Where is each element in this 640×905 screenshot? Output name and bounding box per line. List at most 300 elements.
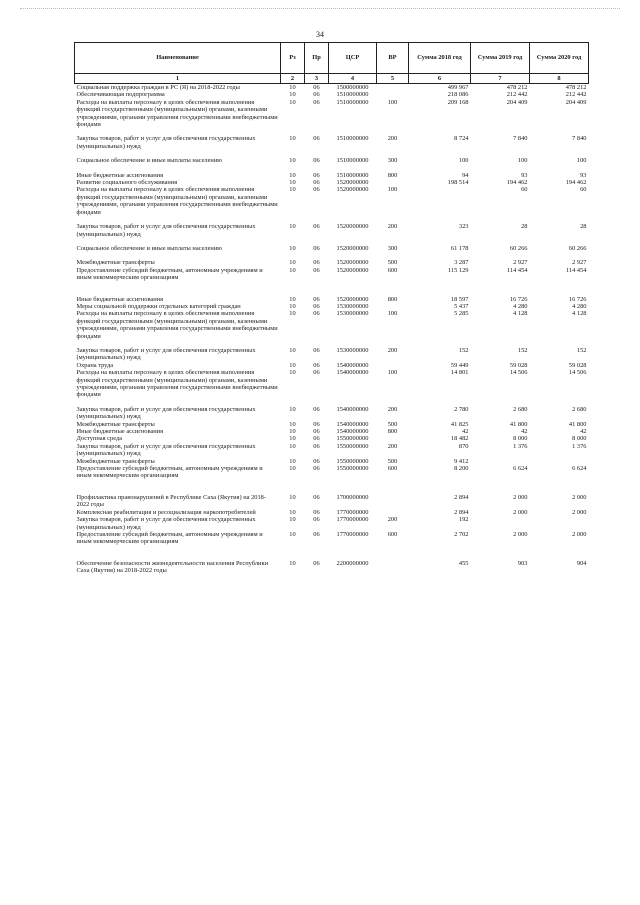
row-spacer <box>75 128 589 135</box>
row-rz: 10 <box>289 420 296 428</box>
row-sum-2018: 192 <box>458 516 469 524</box>
row-pr: 06 <box>313 310 320 318</box>
row-rz: 10 <box>289 266 296 274</box>
row-sum-2019: 204 409 <box>506 98 528 106</box>
column-number: 2 <box>281 74 305 84</box>
table-row <box>75 179 589 186</box>
row-csr: 1540000000 <box>336 369 369 377</box>
row-name: Расходы на выплаты персоналу в целях обеспечения выполнения функций государственными (муниципальными) органами, казенными учреждениями, органами управления государственными внебюджетными фондами <box>76 186 278 216</box>
row-rz: 10 <box>289 157 296 165</box>
row-name: Межбюджетные трансферты <box>76 420 155 428</box>
row-spacer <box>75 546 589 560</box>
row-sum-2019: 100 <box>517 157 528 165</box>
row-pr: 06 <box>313 420 320 428</box>
row-rz: 10 <box>289 405 296 413</box>
row-sum-2018: 152 <box>458 346 469 354</box>
row-vr: 100 <box>387 310 398 318</box>
row-name: Комплексная реабилитация и ресоциализация наркопотребителей <box>76 508 256 516</box>
row-spacer-cell <box>75 238 589 245</box>
table-row <box>75 91 589 98</box>
row-rz: 10 <box>289 435 296 443</box>
row-pr: 06 <box>313 465 320 473</box>
row-vr: 100 <box>387 369 398 377</box>
row-csr: 1540000000 <box>336 405 369 413</box>
row-sum-2020: 478 212 <box>565 84 587 91</box>
table-row <box>75 435 589 442</box>
row-sum-2019: 8 000 <box>513 435 528 443</box>
row-vr: 600 <box>387 530 398 538</box>
row-sum-2020: 28 <box>580 223 587 231</box>
row-csr: 2200000000 <box>336 559 369 567</box>
row-rz: 10 <box>289 259 296 267</box>
row-rz: 10 <box>289 346 296 354</box>
row-sum-2020: 1 376 <box>572 442 587 450</box>
row-csr: 1510000000 <box>336 171 369 179</box>
row-sum-2018: 499 967 <box>447 84 469 91</box>
row-sum-2018: 5 285 <box>454 310 469 318</box>
table-row <box>75 369 589 399</box>
header-csr: ЦСР <box>329 43 377 74</box>
row-csr: 1510000000 <box>336 98 369 106</box>
row-sum-2020: 204 409 <box>565 98 587 106</box>
row-name: Развитие социального обслуживания <box>76 179 178 187</box>
row-sum-2019: 6 624 <box>513 465 528 473</box>
row-csr: 1530000000 <box>336 302 369 310</box>
table-row <box>75 245 589 252</box>
column-number: 8 <box>530 74 589 84</box>
row-rz: 10 <box>289 244 296 252</box>
row-pr: 06 <box>313 295 320 303</box>
row-sum-2018: 455 <box>458 559 469 567</box>
table-row <box>75 223 589 238</box>
header-name: Наименование <box>75 43 281 74</box>
row-sum-2018: 115 129 <box>447 266 469 274</box>
row-sum-2020: 60 <box>580 186 587 194</box>
table-row <box>75 465 589 480</box>
row-rz: 10 <box>289 508 296 516</box>
row-sum-2020: 6 624 <box>572 465 587 473</box>
table-row <box>75 421 589 428</box>
row-spacer-cell <box>75 128 589 135</box>
row-sum-2020: 4 128 <box>572 310 587 318</box>
row-csr: 1540000000 <box>336 428 369 436</box>
row-sum-2019: 152 <box>517 346 528 354</box>
row-sum-2020: 41 800 <box>568 420 587 428</box>
column-number: 5 <box>377 74 409 84</box>
row-pr: 06 <box>313 302 320 310</box>
row-vr: 100 <box>387 98 398 106</box>
header-sum-2020: Сумма 2020 год <box>530 43 589 74</box>
row-sum-2020 <box>530 516 589 531</box>
row-name: Иные бюджетные ассигнования <box>76 428 164 436</box>
table-row <box>75 259 589 266</box>
row-rz: 10 <box>289 302 296 310</box>
row-pr: 06 <box>313 493 320 501</box>
row-name: Иные бюджетные ассигнования <box>76 295 164 303</box>
row-sum-2020: 904 <box>576 559 587 567</box>
row-csr: 1530000000 <box>336 310 369 318</box>
row-sum-2019: 59 028 <box>509 361 528 369</box>
row-pr: 06 <box>313 405 320 413</box>
row-vr: 600 <box>387 266 398 274</box>
row-name: Обеспечение безопасности жизнедеятельности населения Республики Саха (Якутия) на 2018-2022 годы <box>76 559 268 575</box>
row-csr: 1550000000 <box>336 465 369 473</box>
row-sum-2020: 114 454 <box>565 266 587 274</box>
row-vr: 500 <box>387 457 398 465</box>
row-sum-2020: 60 266 <box>568 244 587 252</box>
row-sum-2019 <box>471 458 530 465</box>
row-sum-2020: 2 000 <box>572 530 587 538</box>
row-csr: 1510000000 <box>336 157 369 165</box>
table-row <box>75 347 589 362</box>
row-sum-2019: 42 <box>521 428 528 436</box>
row-vr: 200 <box>387 405 398 413</box>
row-spacer-cell <box>75 399 589 406</box>
table-row <box>75 296 589 303</box>
row-spacer <box>75 238 589 245</box>
row-sum-2018: 198 514 <box>447 179 469 187</box>
table-row <box>75 406 589 421</box>
row-spacer-cell <box>75 340 589 347</box>
row-vr: 200 <box>387 442 398 450</box>
row-sum-2018: 41 825 <box>450 420 469 428</box>
row-pr: 06 <box>313 244 320 252</box>
row-csr: 1770000000 <box>336 508 369 516</box>
row-csr: 1520000000 <box>336 223 369 231</box>
header-row <box>75 43 589 74</box>
row-pr: 06 <box>313 346 320 354</box>
row-name: Социальное обеспечение и иные выплаты населению <box>76 244 223 252</box>
row-pr: 06 <box>313 369 320 377</box>
row-vr: 800 <box>387 171 398 179</box>
row-sum-2019: 7 840 <box>513 135 528 143</box>
table-row <box>75 135 589 150</box>
row-name: Межбюджетные трансферты <box>76 457 155 465</box>
row-sum-2018 <box>409 186 471 216</box>
row-sum-2019: 14 506 <box>509 369 528 377</box>
header-rz: Рз <box>281 43 305 74</box>
row-csr: 1520000000 <box>336 186 369 194</box>
row-pr: 06 <box>313 135 320 143</box>
row-sum-2019: 4 280 <box>513 302 528 310</box>
row-sum-2018: 870 <box>458 442 469 450</box>
row-sum-2018: 2 894 <box>454 508 469 516</box>
row-sum-2020: 16 726 <box>568 295 587 303</box>
row-sum-2018: 3 287 <box>454 259 469 267</box>
row-spacer <box>75 480 589 494</box>
row-rz: 10 <box>289 465 296 473</box>
table-row <box>75 99 589 129</box>
row-sum-2019: 194 462 <box>506 179 528 187</box>
row-pr: 06 <box>313 91 320 99</box>
row-vr: 200 <box>387 346 398 354</box>
row-name: Закупка товаров, работ и услуг для обеспечения государственных (муниципальных) нужд <box>76 223 256 238</box>
row-rz: 10 <box>289 179 296 187</box>
row-sum-2020: 59 028 <box>568 361 587 369</box>
row-csr: 1770000000 <box>336 530 369 538</box>
header-sum-2018: Сумма 2018 год <box>409 43 471 74</box>
row-pr: 06 <box>313 259 320 267</box>
row-sum-2020 <box>530 458 589 465</box>
row-csr: 1550000000 <box>336 457 369 465</box>
table-row <box>75 310 589 340</box>
row-name: Профилактика правонарушений в Республике Саха (Якутия) на 2018-2022 годы <box>76 493 266 509</box>
row-rz: 10 <box>289 186 296 194</box>
row-pr: 06 <box>313 508 320 516</box>
row-sum-2020: 194 462 <box>565 179 587 187</box>
row-rz: 10 <box>289 530 296 538</box>
table-row <box>75 560 589 575</box>
table-row <box>75 494 589 509</box>
row-sum-2018: 8 200 <box>454 465 469 473</box>
row-pr: 06 <box>313 361 320 369</box>
row-name: Предоставление субсидий бюджетным, автономным учреждениям и иным некоммерческим организациям <box>76 530 263 546</box>
row-rz: 10 <box>289 84 296 91</box>
row-vr <box>377 91 409 98</box>
row-csr: 1520000000 <box>336 266 369 274</box>
budget-table <box>74 42 589 575</box>
row-csr: 1510000000 <box>336 91 369 99</box>
row-sum-2018: 2 702 <box>454 530 469 538</box>
row-name: Закупка товаров, работ и услуг для обеспечения государственных (муниципальных) нужд <box>76 516 256 531</box>
row-pr: 06 <box>313 442 320 450</box>
row-spacer-cell <box>75 165 589 172</box>
row-sum-2019: 478 212 <box>506 84 528 91</box>
row-name: Расходы на выплаты персоналу в целях обеспечения выполнения функций государственными (муниципальными) органами, казенными учреждениями, органами управления государственными внебюджетными фондами <box>76 369 278 399</box>
table-row <box>75 443 589 458</box>
row-name: Расходы на выплаты персоналу в целях обеспечения выполнения функций государственными (муниципальными) органами, казенными учреждениями, органами управления государственными внебюджетными фондами <box>76 98 278 129</box>
row-name: Социальная поддержка граждан в РС (Я) на 2018-2022 годы <box>76 84 240 91</box>
row-sum-2018: 209 168 <box>447 98 469 106</box>
row-rz: 10 <box>289 559 296 567</box>
row-spacer <box>75 399 589 406</box>
column-number: 3 <box>305 74 329 84</box>
row-pr: 06 <box>313 84 320 91</box>
table-row <box>75 157 589 164</box>
row-spacer <box>75 340 589 347</box>
row-csr: 1550000000 <box>336 442 369 450</box>
row-pr: 06 <box>313 98 320 106</box>
row-spacer-cell <box>75 252 589 259</box>
row-vr: 500 <box>387 420 398 428</box>
row-rz: 10 <box>289 310 296 318</box>
row-sum-2018: 18 482 <box>450 435 469 443</box>
row-sum-2019: 903 <box>517 559 528 567</box>
row-rz: 10 <box>289 135 296 143</box>
row-sum-2020: 8 000 <box>572 435 587 443</box>
row-vr <box>377 362 409 369</box>
row-csr: 1520000000 <box>336 295 369 303</box>
row-csr: 1520000000 <box>336 259 369 267</box>
row-vr: 200 <box>387 516 398 524</box>
row-sum-2018: 18 597 <box>450 295 469 303</box>
row-sum-2020: 14 506 <box>568 369 587 377</box>
row-sum-2020: 212 442 <box>565 91 587 99</box>
row-vr <box>377 560 409 575</box>
row-vr <box>377 509 409 516</box>
row-sum-2018: 2 780 <box>454 405 469 413</box>
row-pr: 06 <box>313 559 320 567</box>
table-body <box>75 84 589 575</box>
row-name: Закупка товаров, работ и услуг для обеспечения государственных (муниципальных) нужд <box>76 442 256 458</box>
row-pr: 06 <box>313 157 320 165</box>
row-csr: 1530000000 <box>336 346 369 354</box>
page-number: 34 <box>316 30 324 39</box>
table-row <box>75 84 589 92</box>
row-csr: 1770000000 <box>336 516 369 524</box>
table-row <box>75 186 589 216</box>
row-sum-2020: 2 927 <box>572 259 587 267</box>
row-rz: 10 <box>289 361 296 369</box>
table-header <box>75 43 589 84</box>
row-sum-2019: 60 <box>521 186 528 194</box>
row-sum-2019: 28 <box>521 223 528 231</box>
header-vr: ВР <box>377 43 409 74</box>
row-spacer-cell <box>75 480 589 494</box>
row-sum-2020: 2 000 <box>572 493 587 501</box>
row-rz: 10 <box>289 223 296 231</box>
row-name: Закупка товаров, работ и услуг для обеспечения государственных (муниципальных) нужд <box>76 346 256 362</box>
row-sum-2018: 9 412 <box>454 457 469 465</box>
row-sum-2019: 212 442 <box>506 91 528 99</box>
row-rz: 10 <box>289 457 296 465</box>
row-sum-2019: 93 <box>521 171 528 179</box>
row-sum-2020: 2 000 <box>572 508 587 516</box>
row-vr <box>377 494 409 509</box>
row-pr: 06 <box>313 530 320 538</box>
row-sum-2020: 100 <box>576 157 587 165</box>
row-rz: 10 <box>289 493 296 501</box>
row-sum-2018: 8 724 <box>454 135 469 143</box>
header-pr: Пр <box>305 43 329 74</box>
column-number: 6 <box>409 74 471 84</box>
header-sum-2019: Сумма 2019 год <box>471 43 530 74</box>
row-csr: 1540000000 <box>336 420 369 428</box>
row-name: Иные бюджетные ассигнования <box>76 171 164 179</box>
row-rz: 10 <box>289 98 296 106</box>
row-csr: 1510000000 <box>336 135 369 143</box>
row-vr: 200 <box>387 135 398 143</box>
row-vr: 500 <box>387 259 398 267</box>
row-sum-2019: 2 000 <box>513 493 528 501</box>
row-pr: 06 <box>313 435 320 443</box>
column-number: 1 <box>75 74 281 84</box>
row-vr: 100 <box>387 186 398 194</box>
row-pr: 06 <box>313 223 320 231</box>
row-csr: 1550000000 <box>336 435 369 443</box>
row-vr: 800 <box>387 428 398 436</box>
row-sum-2020: 4 280 <box>572 302 587 310</box>
row-spacer <box>75 150 589 157</box>
row-rz: 10 <box>289 428 296 436</box>
row-name: Доступная среда <box>76 435 123 443</box>
row-csr: 1700000000 <box>336 493 369 501</box>
row-name: Закупка товаров, работ и услуг для обеспечения государственных (муниципальных) нужд <box>76 135 256 150</box>
row-spacer-cell <box>75 282 589 296</box>
row-sum-2019: 114 454 <box>506 266 528 274</box>
row-sum-2019: 2 927 <box>513 259 528 267</box>
row-vr <box>377 303 409 310</box>
row-vr: 800 <box>387 295 398 303</box>
row-sum-2019: 2 000 <box>513 508 528 516</box>
column-number: 4 <box>329 74 377 84</box>
column-number: 7 <box>471 74 530 84</box>
row-csr: 1520000000 <box>336 179 369 187</box>
row-pr: 06 <box>313 179 320 187</box>
table-row <box>75 303 589 310</box>
row-rz: 10 <box>289 171 296 179</box>
row-name: Обеспечивающая подпрограмма <box>76 91 165 99</box>
row-spacer <box>75 216 589 223</box>
row-vr <box>377 84 409 92</box>
row-sum-2019: 2 000 <box>513 530 528 538</box>
row-vr <box>377 435 409 442</box>
row-csr: 1500000000 <box>336 84 369 91</box>
row-sum-2018: 218 086 <box>447 91 469 99</box>
row-pr: 06 <box>313 266 320 274</box>
row-sum-2018: 5 437 <box>454 302 469 310</box>
row-csr: 1540000000 <box>336 361 369 369</box>
row-name: Межбюджетные трансферты <box>76 259 155 267</box>
row-sum-2018: 94 <box>462 171 469 179</box>
row-spacer <box>75 282 589 296</box>
row-pr: 06 <box>313 516 320 524</box>
row-rz: 10 <box>289 516 296 524</box>
row-vr <box>377 179 409 186</box>
table-row <box>75 362 589 369</box>
row-rz: 10 <box>289 91 296 99</box>
row-rz: 10 <box>289 442 296 450</box>
row-vr: 600 <box>387 465 398 473</box>
row-pr: 06 <box>313 171 320 179</box>
row-vr: 300 <box>387 157 398 165</box>
row-pr: 06 <box>313 186 320 194</box>
table-row <box>75 428 589 435</box>
row-sum-2020: 93 <box>580 171 587 179</box>
row-sum-2020: 7 840 <box>572 135 587 143</box>
table-row <box>75 267 589 282</box>
row-sum-2018: 59 449 <box>450 361 469 369</box>
table-row <box>75 509 589 516</box>
table-row <box>75 516 589 531</box>
row-vr: 200 <box>387 223 398 231</box>
column-number-row <box>75 74 589 84</box>
row-vr: 300 <box>387 244 398 252</box>
row-sum-2019: 41 800 <box>509 420 528 428</box>
row-name: Меры социальной поддержки отдельных категорий граждан <box>76 302 241 310</box>
row-csr: 1520000000 <box>336 244 369 252</box>
row-name: Социальное обеспечение и иные выплаты населению <box>76 157 223 165</box>
row-rz: 10 <box>289 295 296 303</box>
row-name: Предоставление субсидий бюджетным, автономным учреждениям и иным некоммерческим организациям <box>76 266 263 282</box>
row-sum-2019: 16 726 <box>509 295 528 303</box>
row-sum-2018: 100 <box>458 157 469 165</box>
row-spacer <box>75 165 589 172</box>
row-name: Предоставление субсидий бюджетным, автономным учреждениям и иным некоммерческим организациям <box>76 465 263 480</box>
row-sum-2018: 61 178 <box>450 244 469 252</box>
row-name: Охрана труда <box>76 361 114 369</box>
scan-header-line <box>20 8 620 10</box>
row-pr: 06 <box>313 428 320 436</box>
row-sum-2018: 2 894 <box>454 493 469 501</box>
row-sum-2019 <box>471 516 530 531</box>
row-sum-2018: 42 <box>462 428 469 436</box>
row-spacer-cell <box>75 216 589 223</box>
row-sum-2020: 2 680 <box>572 405 587 413</box>
row-name: Закупка товаров, работ и услуг для обеспечения государственных (муниципальных) нужд <box>76 405 256 421</box>
row-pr: 06 <box>313 457 320 465</box>
row-sum-2018: 14 801 <box>450 369 469 377</box>
